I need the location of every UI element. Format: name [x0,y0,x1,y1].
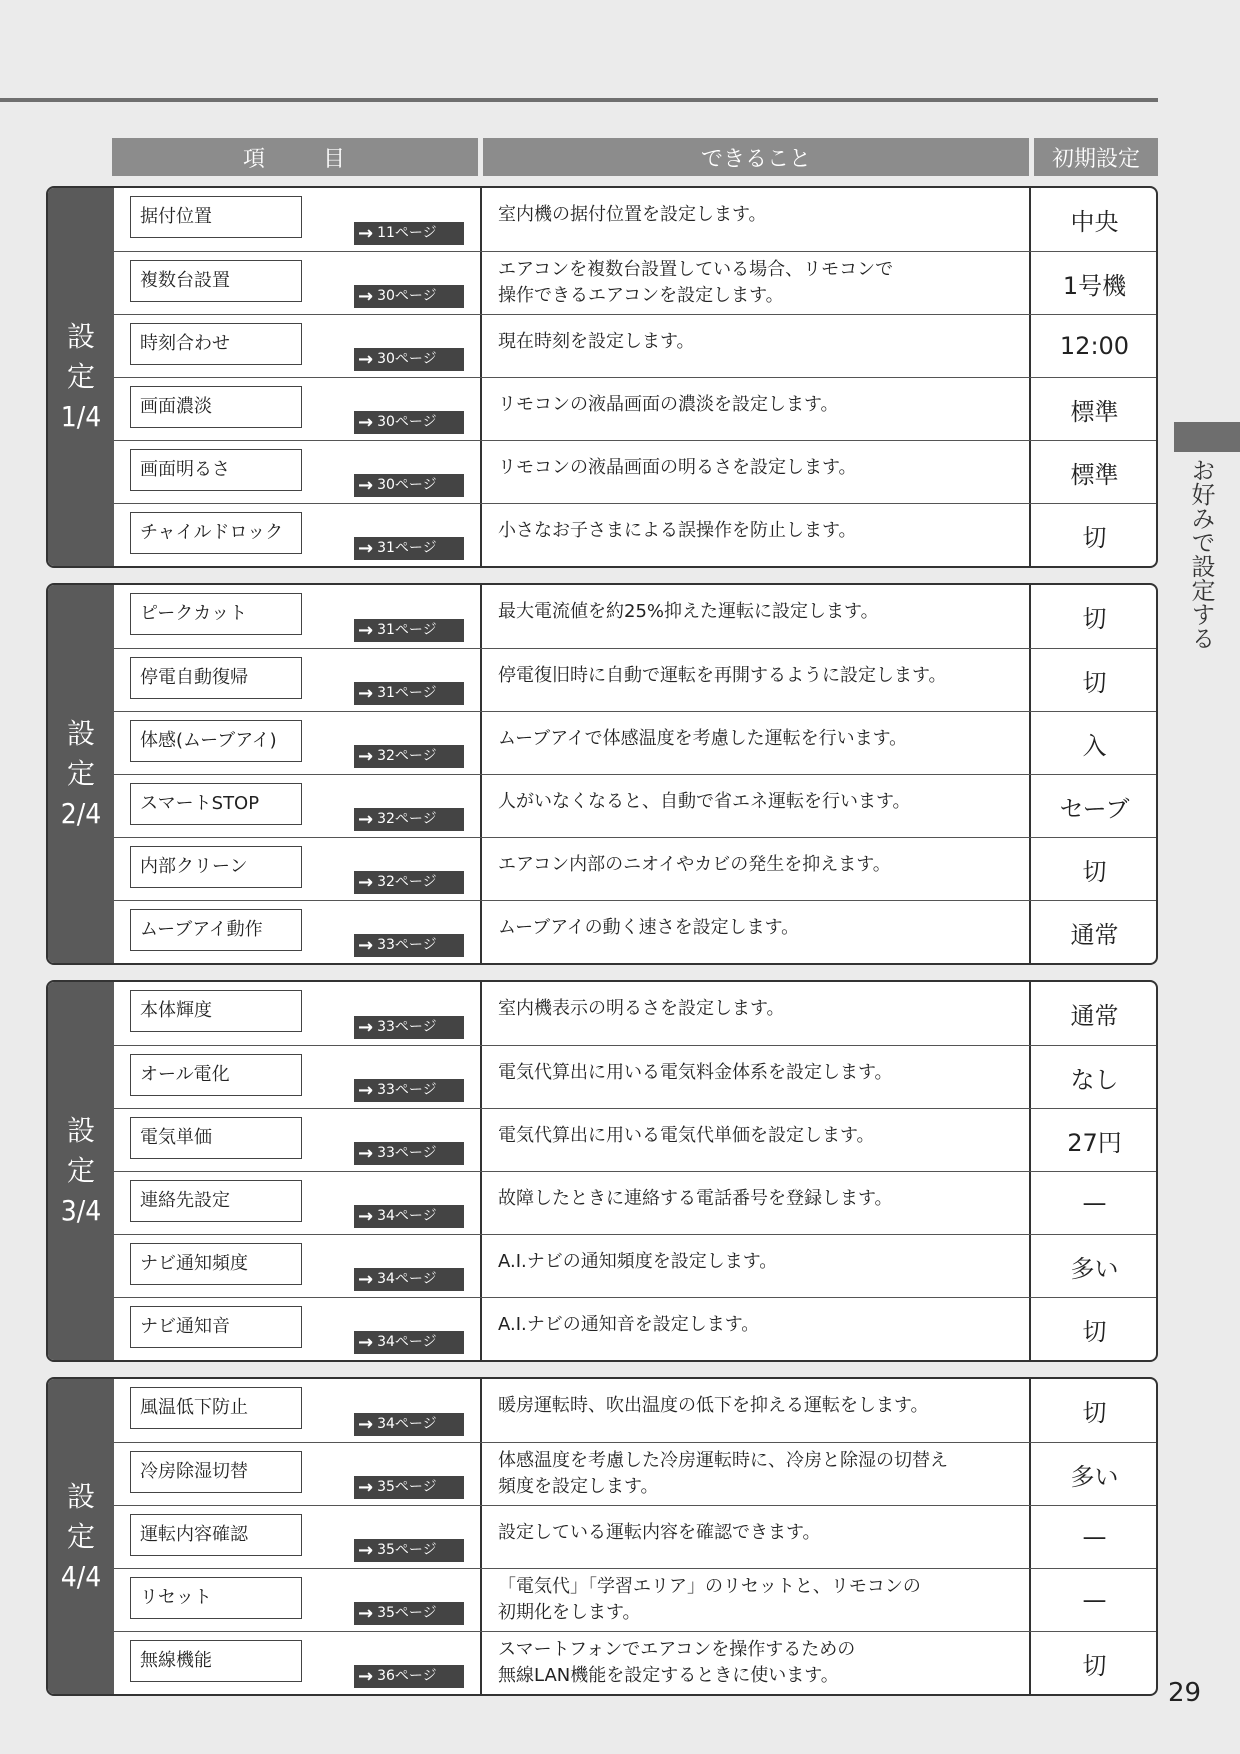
table-row [114,1379,1156,1442]
group-label [48,188,114,566]
page-reference[interactable] [354,285,464,308]
item-cell [114,838,482,900]
table-row [114,440,1156,503]
description-cell: 室内機の据付位置を設定します。 [482,188,1031,251]
arrow-right-icon: → [358,1602,374,1624]
page-reference[interactable] [354,1205,464,1228]
setting-name: 無線機能 [130,1640,302,1682]
side-tab-marker [1174,422,1240,452]
header-can-do: できること [483,138,1029,176]
page-reference-text: 33ページ [377,1145,437,1161]
page-reference-text: 30ページ [377,351,437,367]
item-cell [114,649,482,711]
description-cell: 設定している運転内容を確認できます。 [482,1506,1031,1568]
page-reference[interactable] [354,1539,464,1562]
group-label-fraction: 4/4 [60,1559,102,1593]
initial-setting-cell: 多い [1070,1462,1119,1491]
page-reference-text: 34ページ [377,1271,437,1287]
page-reference[interactable] [354,808,464,831]
description-cell: リモコンの液晶画面の濃淡を設定します。 [482,378,1031,440]
setting-name: ムーブアイ動作 [130,909,302,951]
setting-name: スマートSTOP [130,783,302,825]
initial-setting-cell: 入 [1082,731,1107,760]
item-cell [114,712,482,774]
description-cell: 小さなお子さまによる誤操作を防止します。 [482,504,1031,566]
initial-setting-cell: 切 [1082,1317,1107,1346]
table-row [114,188,1156,251]
item-cell [114,1632,482,1694]
arrow-right-icon: → [358,537,374,559]
table-row [114,900,1156,963]
page-reference[interactable] [354,1142,464,1165]
table-row [114,711,1156,774]
setting-name: 据付位置 [130,196,302,238]
initial-setting-cell: 標準 [1070,397,1119,426]
arrow-right-icon: → [358,411,374,433]
setting-name: 連絡先設定 [130,1180,302,1222]
item-cell [114,1109,482,1171]
setting-name: ピークカット [130,593,302,635]
initial-setting-cell: 12:00 [1059,332,1130,360]
group-label-char: 定 [66,757,95,790]
description-cell: スマートフォンでエアコンを操作するための 無線LAN機能を設定するときに使います。 [482,1632,1031,1694]
setting-name: ナビ通知音 [130,1306,302,1348]
page-reference-text: 34ページ [377,1208,437,1224]
setting-name: オール電化 [130,1054,302,1096]
initial-setting-cell: 通常 [1070,920,1119,949]
item-cell [114,1443,482,1505]
table-row [114,1108,1156,1171]
item-cell [114,378,482,440]
arrow-right-icon: → [358,1142,374,1164]
setting-name: チャイルドロック [130,512,302,554]
page-reference[interactable] [354,1016,464,1039]
initial-setting-cell: 切 [1082,523,1107,552]
table-row [114,1297,1156,1360]
table-row [114,774,1156,837]
description-cell: 体感温度を考慮した冷房運転時に、冷房と除湿の切替え 頻度を設定します。 [482,1443,1031,1505]
description-cell: 「電気代」「学習エリア」のリセットと、リモコンの 初期化をします。 [482,1569,1031,1631]
side-tab-text: お好みで設定する [1187,458,1215,650]
arrow-right-icon: → [358,1665,374,1687]
initial-setting-cell: 27円 [1067,1128,1122,1157]
arrow-right-icon: → [358,1016,374,1038]
arrow-right-icon: → [358,222,374,244]
page-reference-text: 30ページ [377,288,437,304]
group-label-char: 定 [66,1154,95,1187]
page-reference[interactable] [354,1331,464,1354]
page-reference[interactable] [354,222,464,245]
page-reference[interactable] [354,1476,464,1499]
description-cell: A.I.ナビの通知音を設定します。 [482,1298,1031,1360]
group-rows [114,188,1156,566]
item-cell [114,441,482,503]
page-reference[interactable] [354,934,464,957]
description-cell: 故障したときに連絡する電話番号を登録します。 [482,1172,1031,1234]
header-item-a: 項 [242,146,267,172]
setting-name: 運転内容確認 [130,1514,302,1556]
setting-name: 体感(ムーブアイ) [130,720,302,762]
group-label [48,1379,114,1694]
arrow-right-icon: → [358,1268,374,1290]
page-reference[interactable] [354,619,464,642]
arrow-right-icon: → [358,934,374,956]
page-reference-text: 30ページ [377,414,437,430]
arrow-right-icon: → [358,474,374,496]
page-reference-text: 11ページ [377,225,437,241]
item-cell [114,315,482,377]
table-row [114,503,1156,566]
table-row [114,837,1156,900]
initial-setting-cell: セーブ [1059,794,1130,823]
description-cell: ムーブアイで体感温度を考慮した運転を行います。 [482,712,1031,774]
initial-setting-cell: 中央 [1070,208,1119,236]
page-reference[interactable] [354,1413,464,1436]
page-reference-text: 32ページ [377,811,437,827]
setting-name: ナビ通知頻度 [130,1243,302,1285]
page-reference-text: 33ページ [377,937,437,953]
arrow-right-icon: → [358,871,374,893]
setting-name: リセット [130,1577,302,1619]
table-row [114,1234,1156,1297]
initial-setting-cell: 切 [1082,857,1107,886]
page-reference[interactable] [354,1268,464,1291]
item-cell [114,504,482,566]
table-row [114,1505,1156,1568]
page-reference[interactable] [354,1665,464,1688]
item-cell [114,775,482,837]
settings-group [46,186,1158,568]
page-reference[interactable] [354,745,464,768]
setting-name: 時刻合わせ [130,323,302,365]
table-row [114,982,1156,1045]
page-reference[interactable] [354,537,464,560]
arrow-right-icon: → [358,1205,374,1227]
settings-group [46,980,1158,1362]
arrow-right-icon: → [358,745,374,767]
page-reference[interactable] [354,1079,464,1102]
initial-setting-cell: — [1082,1523,1107,1551]
description-cell: 人がいなくなると、自動で省エネ運転を行います。 [482,775,1031,837]
group-label-fraction: 2/4 [60,797,102,830]
page-reference[interactable] [354,682,464,705]
initial-setting-cell: 1号機 [1062,271,1127,300]
description-cell: 暖房運転時、吹出温度の低下を抑える運転をします。 [482,1379,1031,1442]
initial-setting-cell: 多い [1070,1254,1119,1283]
page-reference-text: 33ページ [377,1019,437,1035]
initial-setting-cell: 通常 [1070,1002,1119,1030]
page-reference-text: 34ページ [377,1334,437,1350]
page-reference-text: 32ページ [377,874,437,890]
settings-group [46,583,1158,965]
page-reference-text: 33ページ [377,1082,437,1098]
description-cell: 電気代算出に用いる電気料金体系を設定します。 [482,1046,1031,1108]
page-reference-text: 31ページ [377,685,437,701]
setting-name: 内部クリーン [130,846,302,888]
page-reference[interactable] [354,348,464,371]
setting-name: 画面濃淡 [130,386,302,428]
description-cell: A.I.ナビの通知頻度を設定します。 [482,1235,1031,1297]
setting-name: 停電自動復帰 [130,657,302,699]
item-cell [114,1046,482,1108]
setting-name: 電気単価 [130,1117,302,1159]
table-row [114,314,1156,377]
arrow-right-icon: → [358,1413,374,1435]
table-row [114,1442,1156,1505]
initial-setting-cell: 切 [1082,1399,1107,1427]
item-cell [114,1235,482,1297]
arrow-right-icon: → [358,619,374,641]
arrow-right-icon: → [358,348,374,370]
group-label [48,982,114,1360]
item-cell [114,1379,482,1442]
page-reference[interactable] [354,871,464,894]
initial-setting-cell: なし [1070,1065,1119,1094]
page-reference-text: 35ページ [377,1479,437,1495]
table-row [114,1568,1156,1631]
description-cell: 停電復旧時に自動で運転を再開するように設定します。 [482,649,1031,711]
description-cell: 最大電流値を約25%抑えた運転に設定します。 [482,585,1031,648]
group-label [48,585,114,963]
page-reference-text: 36ページ [377,1668,437,1684]
group-label-char: 定 [66,1519,95,1553]
group-label-fraction: 1/4 [60,400,102,433]
group-rows [114,585,1156,963]
arrow-right-icon: → [358,1539,374,1561]
initial-setting-cell: — [1082,1586,1107,1614]
page-reference[interactable] [354,1602,464,1625]
initial-setting-cell: 切 [1082,1651,1107,1680]
table-row [114,1171,1156,1234]
table-row [114,648,1156,711]
header-item [112,138,478,176]
item-cell [114,188,482,251]
arrow-right-icon: → [358,682,374,704]
arrow-right-icon: → [358,1079,374,1101]
page-reference[interactable] [354,474,464,497]
group-rows [114,1379,1156,1694]
group-label-char: 設 [66,320,95,353]
arrow-right-icon: → [358,808,374,830]
group-rows [114,982,1156,1360]
setting-name: 風温低下防止 [130,1387,302,1429]
item-cell [114,1298,482,1360]
page-number: 29 [1168,1678,1202,1708]
header-initial-setting: 初期設定 [1034,138,1158,176]
description-cell: ムーブアイの動く速さを設定します。 [482,901,1031,963]
arrow-right-icon: → [358,1331,374,1353]
table-row [114,377,1156,440]
item-cell [114,982,482,1045]
description-cell: エアコンを複数台設置している場合、リモコンで 操作できるエアコンを設定します。 [482,252,1031,314]
initial-setting-cell: 標準 [1070,460,1119,489]
group-label-char: 設 [66,1114,95,1147]
item-cell [114,1569,482,1631]
description-cell: 電気代算出に用いる電気代単価を設定します。 [482,1109,1031,1171]
initial-setting-cell: 切 [1082,605,1107,633]
table-row [114,251,1156,314]
page-reference[interactable] [354,411,464,434]
page-reference-text: 35ページ [377,1605,437,1621]
item-cell [114,1506,482,1568]
settings-group [46,1377,1158,1696]
description-cell: 現在時刻を設定します。 [482,315,1031,377]
table-row [114,1631,1156,1694]
arrow-right-icon: → [358,285,374,307]
page-reference-text: 34ページ [377,1416,437,1432]
description-cell: エアコン内部のニオイやカビの発生を抑えます。 [482,838,1031,900]
page-reference-text: 30ページ [377,477,437,493]
group-label-char: 設 [66,717,95,750]
setting-name: 複数台設置 [130,260,302,302]
description-cell: リモコンの液晶画面の明るさを設定します。 [482,441,1031,503]
item-cell [114,252,482,314]
item-cell [114,585,482,648]
description-cell: 室内機表示の明るさを設定します。 [482,982,1031,1045]
page-reference-text: 35ページ [377,1542,437,1558]
page-reference-text: 32ページ [377,748,437,764]
page-reference-text: 31ページ [377,622,437,638]
item-cell [114,901,482,963]
table-row [114,1045,1156,1108]
item-cell [114,1172,482,1234]
table-row [114,585,1156,648]
page-reference-text: 31ページ [377,540,437,556]
group-label-char: 設 [66,1479,95,1513]
top-rule [0,98,1158,102]
setting-name: 冷房除湿切替 [130,1451,302,1493]
arrow-right-icon: → [358,1476,374,1498]
group-label-fraction: 3/4 [60,1194,102,1227]
initial-setting-cell: 切 [1082,668,1107,697]
setting-name: 本体輝度 [130,990,302,1032]
initial-setting-cell: — [1082,1189,1107,1217]
group-label-char: 定 [66,360,95,393]
setting-name: 画面明るさ [130,449,302,491]
header-item-b: 目 [323,146,348,172]
